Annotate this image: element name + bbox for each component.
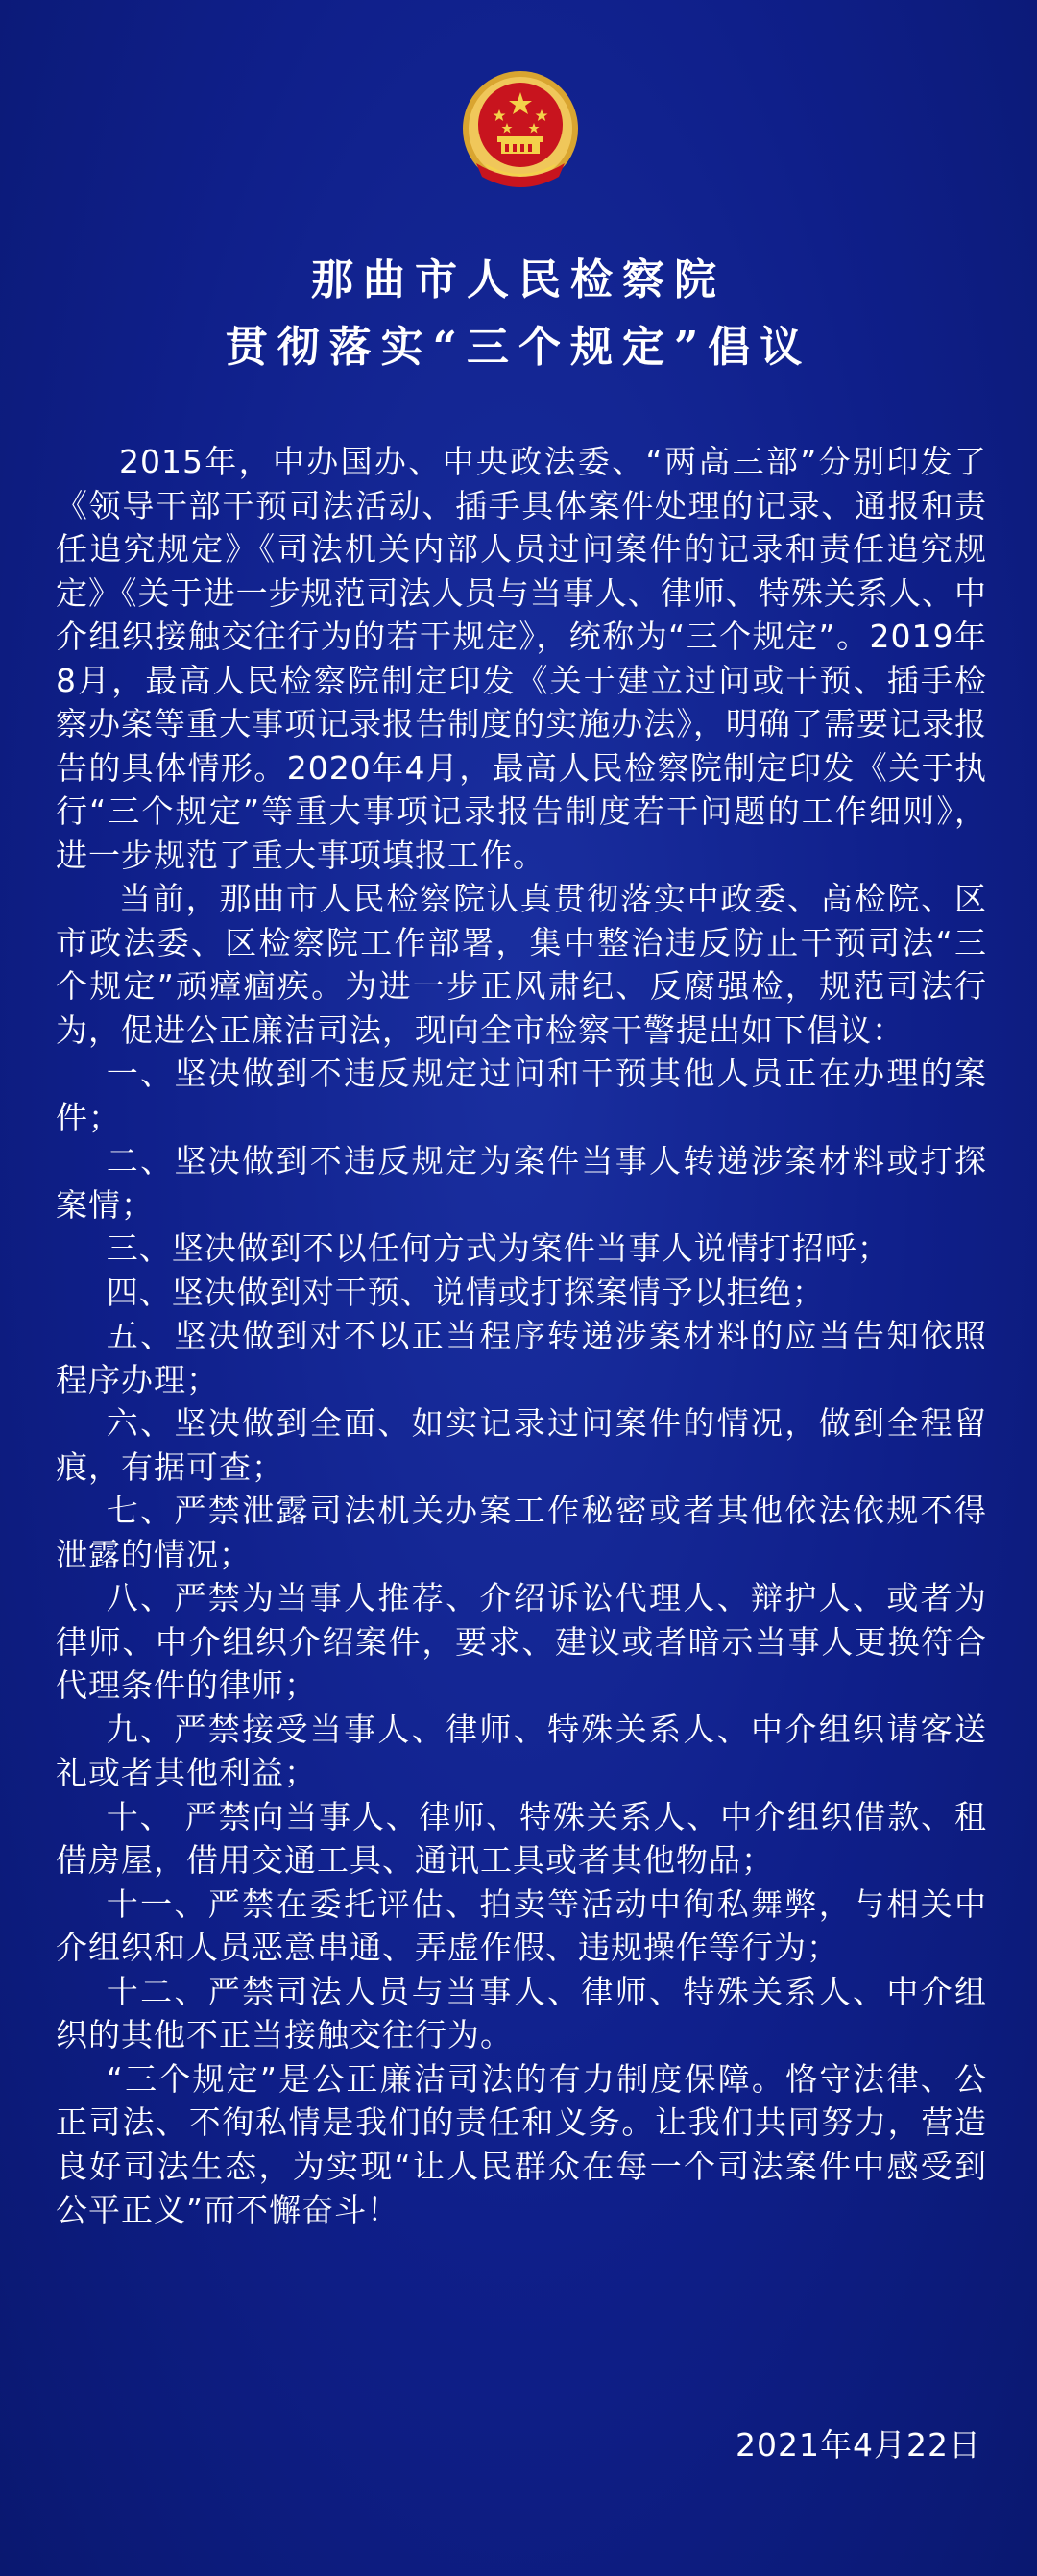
proposal-item-9: 九、严禁接受当事人、律师、特殊关系人、中介组织请客送礼或者其他利益； [56,1710,987,1791]
intro-paragraph: 2015年，中办国办、中央政法委、“两高三部”分别印发了《领导干部干预司法活动、插手具体案件处理的记录、通报和责任追究规定》《司法机关内部人员过问案件的记录和责任追究规定》《关于进一步规范司法人员与当事人、律师、特殊关系人、中介组织接触交往行为的若干规定》，统称为“三个规定”。2019年8月，最高人民检察院制定印发《关于建立过问或干预、插手检察办案等重大事项记录报告制度的实施办法》，明确了需要记录报告的具体情形。2020年4月，最高人民检察院制定印发《关于执行“三个规定”等重大事项记录报告制度若干问题的工作细则》，进一步规范了重大事项填报工作。 [56,443,987,874]
proposal-item-7: 七、严禁泄露司法机关办案工作秘密或者其他依法依规不得泄露的情况； [56,1492,987,1573]
proposal-item-1: 一、坚决做到不违反规定过问和干预其他人员正在办理的案件； [56,1055,987,1136]
page-title: 那曲市人民检察院 [311,255,726,304]
procuratorate-emblem-icon [459,67,582,198]
proposal-body [56,440,987,2232]
proposal-item-10: 十、 严禁向当事人、律师、特殊关系人、中介组织借款、租借房屋，借用交通工具、通讯工具或者其他物品； [56,1797,987,1879]
issue-date: 2021年4月22日 [736,2426,981,2464]
proposal-item-4: 四、坚决做到对干预、说情或打探案情予以拒绝； [106,1273,825,1311]
proposal-item-8: 八、严禁为当事人推荐、介绍诉讼代理人、辩护人、或者为律师、中介组织介绍案件，要求、建议或者暗示当事人更换符合代理条件的律师； [56,1579,987,1704]
page-subtitle: 贯彻落实“三个规定”倡议 [225,323,812,372]
proposal-item-11: 十一、严禁在委托评估、拍卖等活动中徇私舞弊，与相关中介组织和人员恶意串通、弄虚作假、违规操作等行为； [56,1884,987,1966]
proposal-item-5: 五、坚决做到对不以正当程序转递涉案材料的应当告知依照程序办理； [56,1317,987,1398]
proposal-item-6: 六、坚决做到全面、如实记录过问案件的情况，做到全程留痕，有据可查； [56,1404,987,1486]
closing-paragraph: “三个规定”是公正廉洁司法的有力制度保障。恪守法律、公正司法、不徇私情是我们的责任和义务。让我们共同努力，营造良好司法生态，为实现“让人民群众在每一个司法案件中感受到公平正义”而不懈奋斗！ [56,2059,987,2228]
proposal-item-12: 十二、严禁司法人员与当事人、律师、特殊关系人、中介组织的其他不正当接触交往行为。 [56,1972,987,2054]
context-paragraph: 当前，那曲市人民检察院认真贯彻落实中政委、高检院、区市政法委、区检察院工作部署，集中整治违反防止干预司法“三个规定”顽瘴痼疾。为进一步正风肃纪、反腐强检，规范司法行为，促进公正廉洁司法，现向全市检察干警提出如下倡议： [56,880,987,1049]
proposal-item-3: 三、坚决做到不以任何方式为案件当事人说情打招呼； [106,1229,890,1267]
proposal-item-2: 二、坚决做到不违反规定为案件当事人转递涉案材料或打探案情； [56,1142,987,1224]
